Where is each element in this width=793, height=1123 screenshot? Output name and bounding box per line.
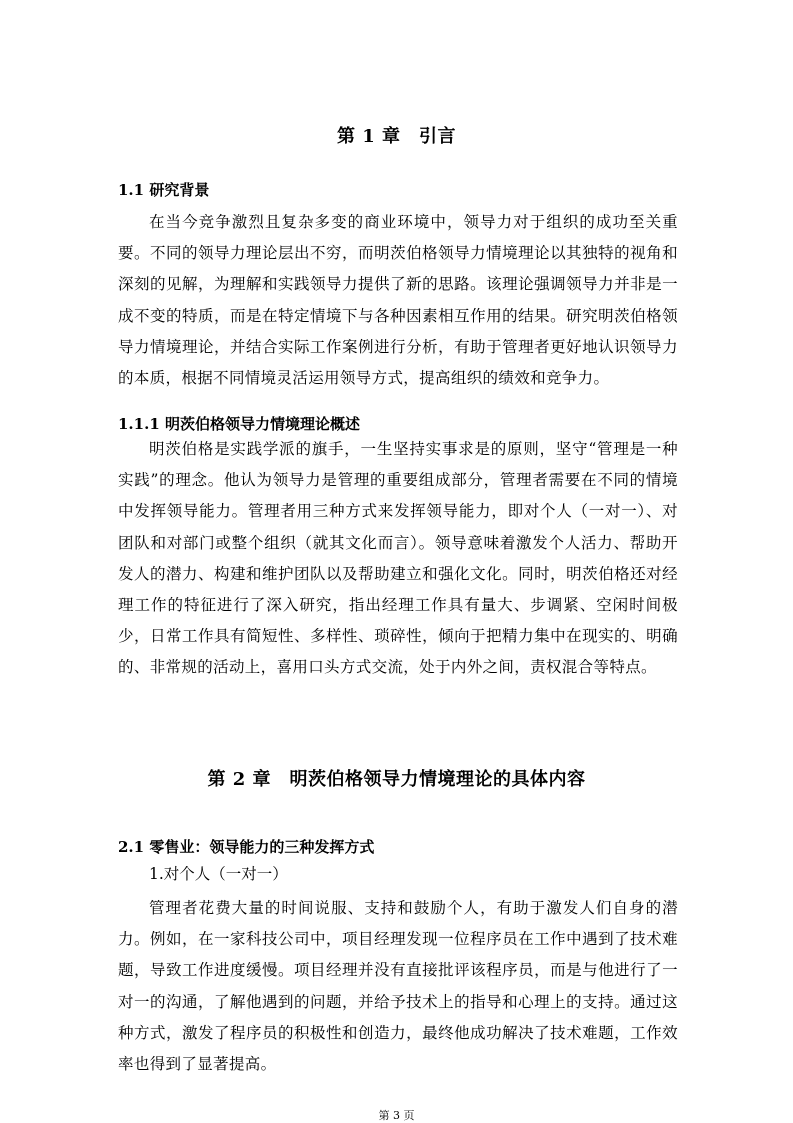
section-2-1-paragraph: 管理者花费大量的时间说服、支持和鼓励个人，有助于激发人们自身的潜力。例如，在一家科技公司中，项目经理发现一位程序员在工作中遇到了技术难题，导致工作进度缓慢。项目经理并没有直接批评该程序员，而是与他进行了一对一的沟通，了解他遇到的问题，并给予技术上的指导和心理上的支持。通过这种方式，激发了程序员的积极性和创造力，最终他成功解决了技术难题，工作效率也得到了显著提高。 — [118, 899, 678, 1074]
page-number-footer: 第 3 页 — [378, 1109, 415, 1122]
chapter-1-title: 第 1 章 引言 — [336, 126, 457, 147]
section-1-1-1-paragraph: 明茨伯格是实践学派的旗手，一生坚持实事求是的原则，坚守“管理是一种实践”的理念。他认为领导力是管理的重要组成部分，管理者需要在不同的情境中发挥领导能力。管理者用三种方式来发挥领导能力，即对个人（一对一）、对团队和对部门或整个组织（就其文化而言）。领导意味着激发个人活力、帮助开发人的潜力、构建和维护团队以及帮助建立和强化文化。同时，明茨伯格还对经理工作的特征进行了深入研究，指出经理工作具有量大、步调紧、空闲时间极少，日常工作具有简短性、多样性、琐碎性，倾向于把精力集中在现实的、明确的、非常规的活动上，喜用口头方式交流，处于内外之间，责权混合等特点。 — [118, 440, 678, 677]
section-1-1-1-heading: 1.1.1 明茨伯格领导力情境理论概述 — [118, 415, 360, 433]
section-1-1-paragraph: 在当今竞争激烈且复杂多变的商业环境中，领导力对于组织的成功至关重要。不同的领导力理论层出不穷，而明茨伯格领导力情境理论以其独特的视角和深刻的见解，为理解和实践领导力提供了新的思路。该理论强调领导力并非是一成不变的特质，而是在特定情境下与各种因素相互作用的结果。研究明茨伯格领导力情境理论，并结合实际工作案例进行分析，有助于管理者更好地认识领导力的本质，根据不同情境灵活运用领导方式，提高组织的绩效和竞争力。 — [118, 213, 678, 388]
section-2-1-heading: 2.1 零售业：领导能力的三种发挥方式 — [118, 838, 375, 856]
section-2-1-item-label: 1.对个人（一对一） — [149, 865, 288, 883]
chapter-2-title: 第 2 章 明茨伯格领导力情境理论的具体内容 — [207, 769, 586, 790]
section-1-1-heading: 1.1 研究背景 — [118, 181, 210, 199]
